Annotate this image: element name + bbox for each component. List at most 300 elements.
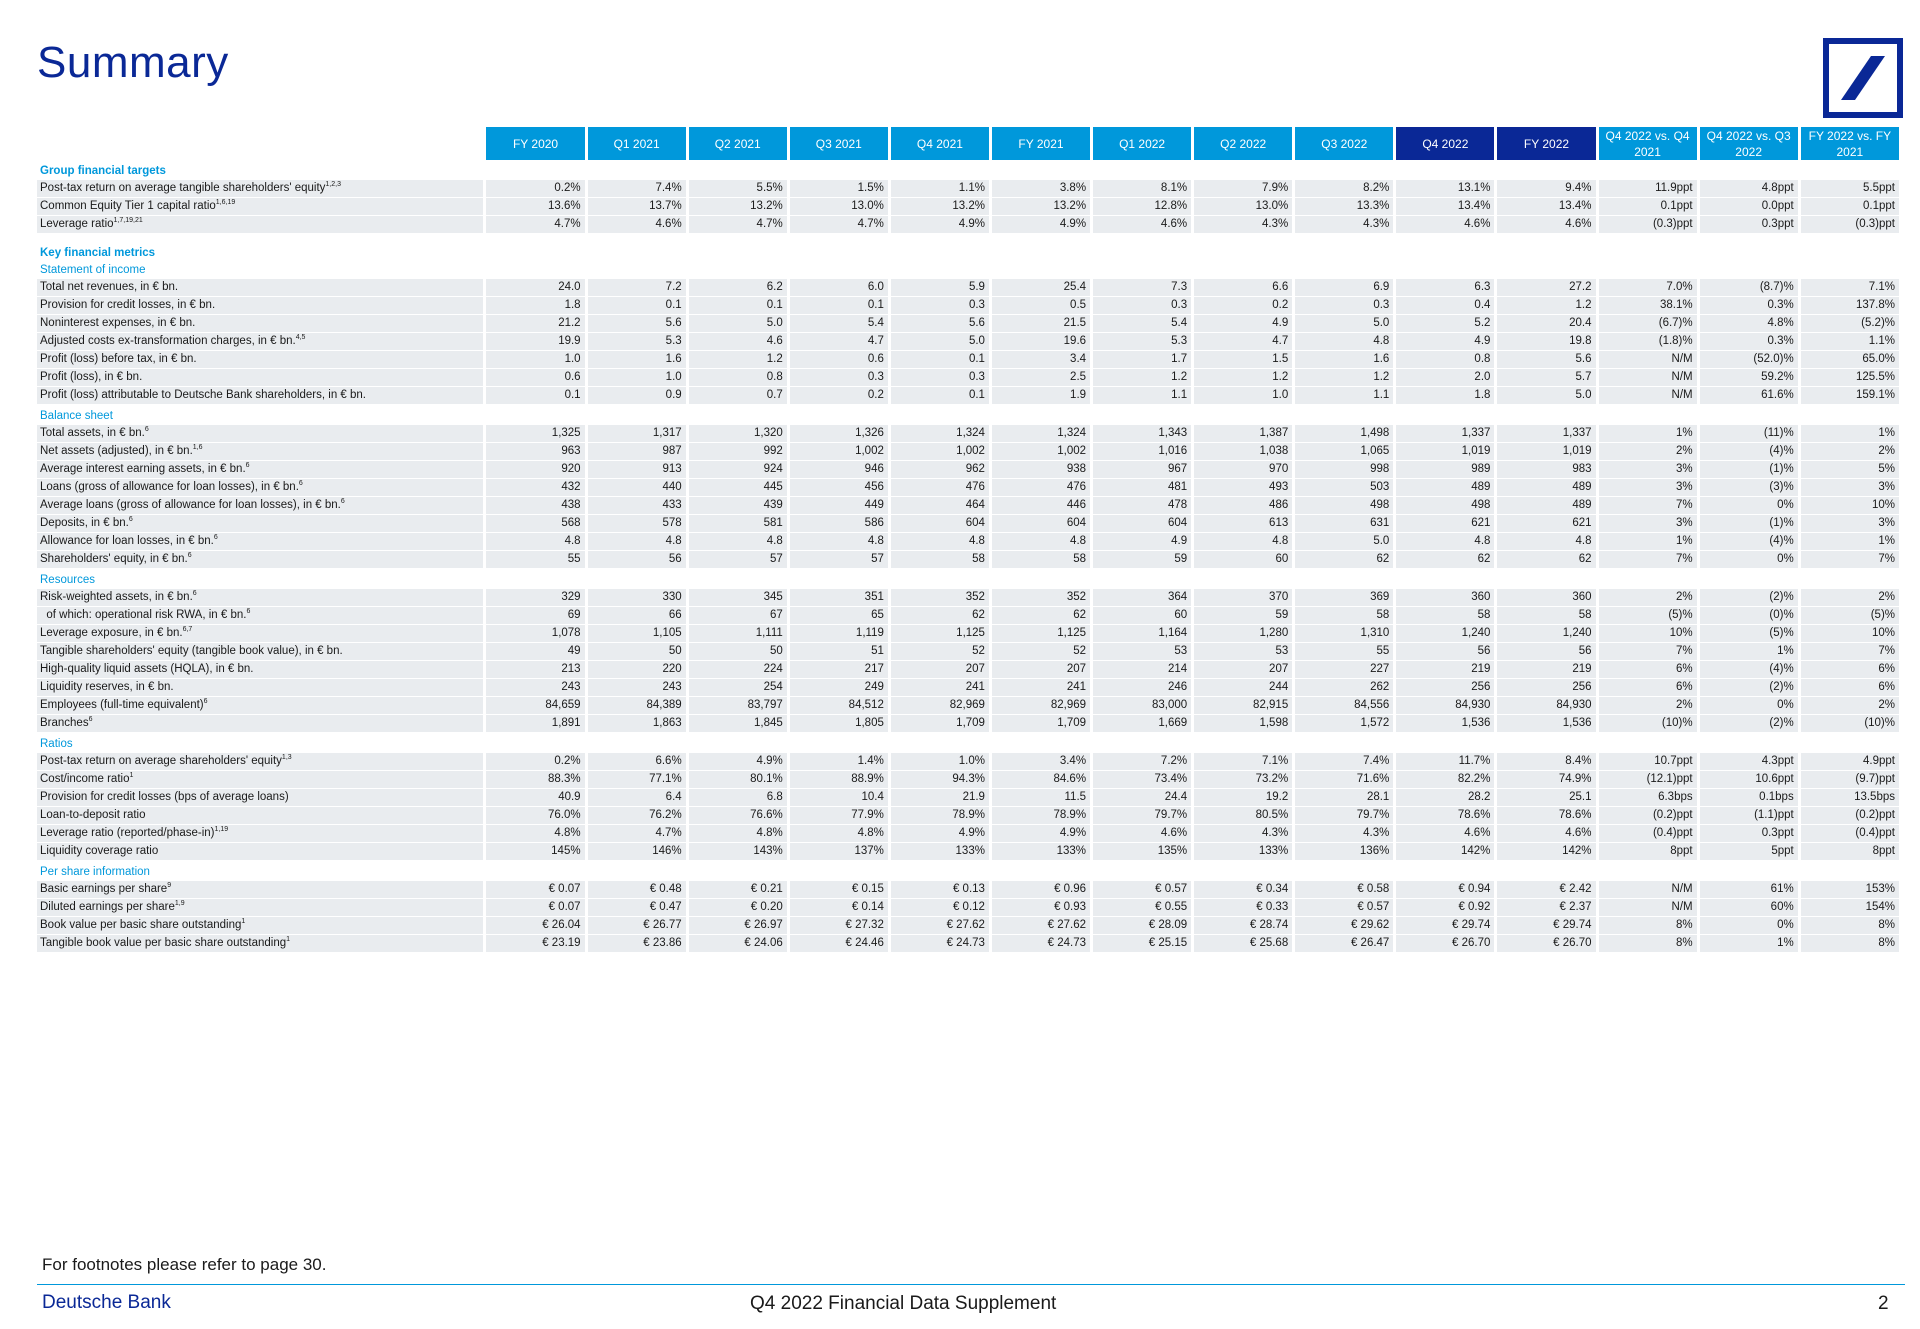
- value-cell: 4.8ppt: [1700, 180, 1798, 198]
- column-header: Q2 2022: [1194, 127, 1292, 160]
- value-cell: 62: [1396, 551, 1494, 569]
- row-label-cell: [37, 625, 483, 643]
- subsection-row: [37, 262, 1899, 279]
- value-cell: 489: [1396, 479, 1494, 497]
- table-row: [37, 461, 1899, 479]
- value-cell: 6%: [1599, 661, 1697, 679]
- value-cell: 0.5: [992, 297, 1090, 315]
- value-cell: 370: [1194, 589, 1292, 607]
- value-cell: 1.5%: [790, 180, 888, 198]
- footnote-reference: 6: [187, 552, 192, 560]
- value-cell: € 25.68: [1194, 935, 1292, 953]
- value-cell: 69: [486, 607, 584, 625]
- value-cell: 256: [1497, 679, 1595, 697]
- value-cell: 13.0%: [1194, 198, 1292, 216]
- value-cell: (0.4)ppt: [1801, 825, 1899, 843]
- value-cell: € 29.74: [1497, 917, 1595, 935]
- value-cell: 4.9ppt: [1801, 753, 1899, 771]
- value-cell: 4.7%: [689, 216, 787, 234]
- value-cell: 449: [790, 497, 888, 515]
- value-cell: 924: [689, 461, 787, 479]
- value-cell: 8%: [1599, 935, 1697, 953]
- value-cell: € 27.62: [992, 917, 1090, 935]
- value-cell: 1%: [1599, 425, 1697, 443]
- table-row: [37, 789, 1899, 807]
- value-cell: 1.1%: [1801, 333, 1899, 351]
- value-cell: 88.3%: [486, 771, 584, 789]
- section-heading: Group financial targets: [40, 165, 166, 177]
- value-cell: € 28.74: [1194, 917, 1292, 935]
- value-cell: 40.9: [486, 789, 584, 807]
- value-cell: (4)%: [1700, 443, 1798, 461]
- value-cell: 4.9%: [992, 216, 1090, 234]
- value-cell: € 0.48: [588, 881, 686, 899]
- column-header: FY 2021: [992, 127, 1090, 160]
- value-cell: 432: [486, 479, 584, 497]
- value-cell: 133%: [992, 843, 1090, 861]
- value-cell: 3%: [1801, 479, 1899, 497]
- value-cell: (0)%: [1700, 607, 1798, 625]
- value-cell: 4.3%: [1194, 216, 1292, 234]
- header-label-cell: [37, 127, 483, 160]
- table-row: [37, 625, 1899, 643]
- value-cell: 94.3%: [891, 771, 989, 789]
- value-cell: 1,805: [790, 715, 888, 733]
- value-cell: 938: [992, 461, 1090, 479]
- value-cell: 4.8: [1295, 333, 1393, 351]
- row-label: of which: operational risk RWA, in € bn.: [40, 609, 247, 621]
- value-cell: 3%: [1801, 515, 1899, 533]
- value-cell: 8.1%: [1093, 180, 1191, 198]
- value-cell: 1.0: [486, 351, 584, 369]
- value-cell: € 28.09: [1093, 917, 1191, 935]
- value-cell: 7.4%: [1295, 753, 1393, 771]
- value-cell: 7%: [1801, 551, 1899, 569]
- value-cell: 84,930: [1497, 697, 1595, 715]
- table-row: [37, 771, 1899, 789]
- footnote-reference: 1,3: [281, 754, 292, 762]
- value-cell: 10.4: [790, 789, 888, 807]
- value-cell: 10%: [1599, 625, 1697, 643]
- row-label: Employees (full-time equivalent): [40, 699, 204, 711]
- value-cell: 143%: [689, 843, 787, 861]
- row-label-cell: [37, 917, 483, 935]
- column-header: Q3 2022: [1295, 127, 1393, 160]
- value-cell: 1.4%: [790, 753, 888, 771]
- row-label: Cost/income ratio: [40, 773, 130, 785]
- value-cell: 56: [1396, 643, 1494, 661]
- row-label-cell: [37, 753, 483, 771]
- value-cell: 62: [1497, 551, 1595, 569]
- value-cell: 360: [1396, 589, 1494, 607]
- value-cell: 4.8: [891, 533, 989, 551]
- value-cell: € 24.73: [992, 935, 1090, 953]
- value-cell: 631: [1295, 515, 1393, 533]
- value-cell: 0.9: [588, 387, 686, 405]
- value-cell: € 0.15: [790, 881, 888, 899]
- value-cell: 498: [1295, 497, 1393, 515]
- value-cell: 137%: [790, 843, 888, 861]
- row-label-cell: [37, 843, 483, 861]
- row-label: Tangible book value per basic share outstanding: [40, 937, 287, 949]
- value-cell: (1.1)ppt: [1700, 807, 1798, 825]
- value-cell: (4)%: [1700, 661, 1798, 679]
- value-cell: 1,002: [790, 443, 888, 461]
- value-cell: 1,536: [1497, 715, 1595, 733]
- value-cell: 1,498: [1295, 425, 1393, 443]
- value-cell: 4.3%: [1295, 825, 1393, 843]
- value-cell: 4.9: [1396, 333, 1494, 351]
- value-cell: (0.3)ppt: [1801, 216, 1899, 234]
- row-label: Basic earnings per share: [40, 883, 168, 895]
- value-cell: 0.7: [689, 387, 787, 405]
- value-cell: 6%: [1599, 679, 1697, 697]
- value-cell: 989: [1396, 461, 1494, 479]
- value-cell: 581: [689, 515, 787, 533]
- footnote-reference: 1,6: [192, 444, 203, 452]
- value-cell: 476: [891, 479, 989, 497]
- value-cell: 5.6: [588, 315, 686, 333]
- value-cell: 489: [1497, 479, 1595, 497]
- value-cell: 0%: [1700, 697, 1798, 715]
- value-cell: 224: [689, 661, 787, 679]
- row-label-cell: [37, 935, 483, 953]
- value-cell: 154%: [1801, 899, 1899, 917]
- table-row: [37, 551, 1899, 569]
- value-cell: € 24.06: [689, 935, 787, 953]
- value-cell: (0.3)ppt: [1599, 216, 1697, 234]
- value-cell: 76.2%: [588, 807, 686, 825]
- value-cell: € 0.47: [588, 899, 686, 917]
- value-cell: 137.8%: [1801, 297, 1899, 315]
- value-cell: 11.5: [992, 789, 1090, 807]
- value-cell: 207: [992, 661, 1090, 679]
- value-cell: 1.0: [588, 369, 686, 387]
- value-cell: 1,891: [486, 715, 584, 733]
- value-cell: 84.6%: [992, 771, 1090, 789]
- row-label-cell: [37, 297, 483, 315]
- footnote-text: For footnotes please refer to page 30.: [42, 1255, 327, 1274]
- row-label: Liquidity reserves, in € bn.: [40, 681, 174, 693]
- value-cell: 604: [1093, 515, 1191, 533]
- value-cell: 1,387: [1194, 425, 1292, 443]
- value-cell: (0.4)ppt: [1599, 825, 1697, 843]
- value-cell: 135%: [1093, 843, 1191, 861]
- value-cell: (10)%: [1599, 715, 1697, 733]
- value-cell: 1,709: [992, 715, 1090, 733]
- summary-table-container: [37, 127, 1905, 953]
- value-cell: 1.6: [1295, 351, 1393, 369]
- value-cell: 963: [486, 443, 584, 461]
- value-cell: € 0.94: [1396, 881, 1494, 899]
- column-header: FY 2022: [1497, 127, 1595, 160]
- value-cell: 4.6%: [1093, 825, 1191, 843]
- value-cell: 249: [790, 679, 888, 697]
- value-cell: 613: [1194, 515, 1292, 533]
- row-label-cell: [37, 333, 483, 351]
- value-cell: 3%: [1599, 515, 1697, 533]
- row-label-cell: [37, 387, 483, 405]
- column-header: Q1 2021: [588, 127, 686, 160]
- value-cell: 1,111: [689, 625, 787, 643]
- value-cell: 59.2%: [1700, 369, 1798, 387]
- value-cell: 55: [486, 551, 584, 569]
- value-cell: 5.0: [689, 315, 787, 333]
- value-cell: 8.2%: [1295, 180, 1393, 198]
- value-cell: 351: [790, 589, 888, 607]
- value-cell: 27.2: [1497, 279, 1595, 297]
- value-cell: 244: [1194, 679, 1292, 697]
- deutsche-bank-logo-icon: [1823, 38, 1903, 118]
- value-cell: 352: [992, 589, 1090, 607]
- row-label: Post-tax return on average shareholders' equity: [40, 755, 282, 767]
- value-cell: 1.2: [1295, 369, 1393, 387]
- value-cell: 7.2: [588, 279, 686, 297]
- value-cell: 8%: [1801, 917, 1899, 935]
- column-header: Q4 2022 vs. Q3 2022: [1700, 127, 1798, 160]
- value-cell: 8%: [1801, 935, 1899, 953]
- value-cell: 0.3%: [1700, 297, 1798, 315]
- table-header-row: [37, 127, 1899, 160]
- value-cell: 10.6ppt: [1700, 771, 1798, 789]
- row-label-cell: [37, 315, 483, 333]
- table-row: [37, 697, 1899, 715]
- value-cell: 0.2: [790, 387, 888, 405]
- value-cell: € 27.32: [790, 917, 888, 935]
- row-label-cell: [37, 279, 483, 297]
- value-cell: € 29.74: [1396, 917, 1494, 935]
- row-label: Tangible shareholders' equity (tangible book value), in € bn.: [40, 645, 343, 657]
- value-cell: 1.2: [1497, 297, 1595, 315]
- value-cell: 0.3: [1093, 297, 1191, 315]
- value-cell: (11)%: [1700, 425, 1798, 443]
- value-cell: 4.9%: [689, 753, 787, 771]
- value-cell: 83,000: [1093, 697, 1191, 715]
- value-cell: 50: [689, 643, 787, 661]
- value-cell: 79.7%: [1295, 807, 1393, 825]
- value-cell: 133%: [891, 843, 989, 861]
- value-cell: 8.4%: [1497, 753, 1595, 771]
- value-cell: 5.7: [1497, 369, 1595, 387]
- value-cell: 4.7%: [790, 216, 888, 234]
- value-cell: 1,105: [588, 625, 686, 643]
- value-cell: 7.1%: [1801, 279, 1899, 297]
- value-cell: 1,863: [588, 715, 686, 733]
- value-cell: 4.8: [689, 533, 787, 551]
- footnote-reference: 1,7,19,21: [113, 217, 143, 225]
- value-cell: 3%: [1599, 479, 1697, 497]
- value-cell: 962: [891, 461, 989, 479]
- row-label: Loans (gross of allowance for loan losses), in € bn.: [40, 481, 299, 493]
- subsection-heading: Ratios: [40, 738, 73, 750]
- value-cell: 55: [1295, 643, 1393, 661]
- value-cell: 11.9ppt: [1599, 180, 1697, 198]
- row-label: Loan-to-deposit ratio: [40, 809, 146, 821]
- value-cell: 53: [1194, 643, 1292, 661]
- value-cell: 621: [1396, 515, 1494, 533]
- value-cell: (12.1)ppt: [1599, 771, 1697, 789]
- row-label: Common Equity Tier 1 capital ratio: [40, 200, 216, 212]
- value-cell: 4.8: [588, 533, 686, 551]
- value-cell: 5.0: [891, 333, 989, 351]
- value-cell: 5.3: [1093, 333, 1191, 351]
- table-row: [37, 315, 1899, 333]
- value-cell: 5.4: [1093, 315, 1191, 333]
- value-cell: 1,065: [1295, 443, 1393, 461]
- table-row: [37, 425, 1899, 443]
- value-cell: 65.0%: [1801, 351, 1899, 369]
- value-cell: (5)%: [1599, 607, 1697, 625]
- value-cell: 1.9: [992, 387, 1090, 405]
- value-cell: 5ppt: [1700, 843, 1798, 861]
- value-cell: 2%: [1801, 697, 1899, 715]
- value-cell: 220: [588, 661, 686, 679]
- value-cell: (2)%: [1700, 679, 1798, 697]
- value-cell: 0.1ppt: [1801, 198, 1899, 216]
- column-header: FY 2022 vs. FY 2021: [1801, 127, 1899, 160]
- value-cell: 246: [1093, 679, 1191, 697]
- row-label: Leverage exposure, in € bn.: [40, 627, 183, 639]
- row-label-cell: [37, 771, 483, 789]
- value-cell: 62: [891, 607, 989, 625]
- value-cell: 1,343: [1093, 425, 1191, 443]
- value-cell: (1)%: [1700, 461, 1798, 479]
- value-cell: € 26.97: [689, 917, 787, 935]
- value-cell: 58: [1295, 607, 1393, 625]
- table-row: [37, 753, 1899, 771]
- value-cell: 254: [689, 679, 787, 697]
- table-row: [37, 216, 1899, 234]
- value-cell: 11.7%: [1396, 753, 1494, 771]
- value-cell: € 0.34: [1194, 881, 1292, 899]
- value-cell: 10%: [1801, 625, 1899, 643]
- footnote-reference: 1,19: [214, 826, 229, 834]
- value-cell: (0.2)ppt: [1801, 807, 1899, 825]
- value-cell: 241: [992, 679, 1090, 697]
- value-cell: 6.2: [689, 279, 787, 297]
- table-row: [37, 589, 1899, 607]
- value-cell: 0.2: [1194, 297, 1292, 315]
- row-label: Adjusted costs ex-transformation charges, in € bn.: [40, 335, 296, 347]
- value-cell: 13.7%: [588, 198, 686, 216]
- value-cell: 6.3bps: [1599, 789, 1697, 807]
- value-cell: 5.5ppt: [1801, 180, 1899, 198]
- footnote-reference: 1,6,19: [215, 199, 236, 207]
- value-cell: 12.8%: [1093, 198, 1191, 216]
- value-cell: 84,930: [1396, 697, 1494, 715]
- row-label: Profit (loss), in € bn.: [40, 371, 143, 383]
- row-label-cell: [37, 789, 483, 807]
- value-cell: 5.6: [891, 315, 989, 333]
- footnote-reference: 6: [128, 516, 133, 524]
- value-cell: (6.7)%: [1599, 315, 1697, 333]
- value-cell: 13.1%: [1396, 180, 1494, 198]
- value-cell: 1,078: [486, 625, 584, 643]
- value-cell: 992: [689, 443, 787, 461]
- value-cell: 145%: [486, 843, 584, 861]
- value-cell: 13.3%: [1295, 198, 1393, 216]
- value-cell: 0.6: [790, 351, 888, 369]
- value-cell: (1)%: [1700, 515, 1798, 533]
- row-label-cell: [37, 661, 483, 679]
- value-cell: 1,125: [891, 625, 989, 643]
- value-cell: 25.4: [992, 279, 1090, 297]
- table-body: [37, 160, 1899, 953]
- value-cell: 0.3%: [1700, 333, 1798, 351]
- value-cell: 1,669: [1093, 715, 1191, 733]
- row-label-cell: [37, 881, 483, 899]
- row-label: Branches: [40, 717, 89, 729]
- value-cell: 8%: [1599, 917, 1697, 935]
- footer-divider: [37, 1284, 1905, 1285]
- value-cell: 66: [588, 607, 686, 625]
- value-cell: 59: [1093, 551, 1191, 569]
- value-cell: 1,125: [992, 625, 1090, 643]
- subsection-row: [37, 733, 1899, 753]
- value-cell: 2.5: [992, 369, 1090, 387]
- value-cell: 464: [891, 497, 989, 515]
- value-cell: 1,310: [1295, 625, 1393, 643]
- value-cell: 7%: [1599, 643, 1697, 661]
- value-cell: N/M: [1599, 369, 1697, 387]
- row-label: Leverage ratio (reported/phase-in): [40, 827, 215, 839]
- value-cell: 214: [1093, 661, 1191, 679]
- row-label: Deposits, in € bn.: [40, 517, 129, 529]
- value-cell: 1.8: [486, 297, 584, 315]
- row-label: Total assets, in € bn.: [40, 427, 145, 439]
- value-cell: 60: [1093, 607, 1191, 625]
- row-label-cell: [37, 715, 483, 733]
- value-cell: 1.2: [1194, 369, 1292, 387]
- value-cell: 61.6%: [1700, 387, 1798, 405]
- row-label-cell: [37, 643, 483, 661]
- value-cell: 445: [689, 479, 787, 497]
- value-cell: 1,325: [486, 425, 584, 443]
- table-row: [37, 369, 1899, 387]
- value-cell: (8.7)%: [1700, 279, 1798, 297]
- table-row: [37, 533, 1899, 551]
- value-cell: 8ppt: [1801, 843, 1899, 861]
- value-cell: 80.1%: [689, 771, 787, 789]
- value-cell: 0.2%: [486, 753, 584, 771]
- value-cell: 136%: [1295, 843, 1393, 861]
- subsection-row: [37, 861, 1899, 881]
- table-row: [37, 643, 1899, 661]
- value-cell: 4.8: [486, 533, 584, 551]
- value-cell: 57: [689, 551, 787, 569]
- value-cell: 1,019: [1497, 443, 1595, 461]
- spacer-row: [37, 234, 1899, 242]
- value-cell: 4.9%: [891, 216, 989, 234]
- subsection-row: [37, 569, 1899, 589]
- value-cell: 578: [588, 515, 686, 533]
- value-cell: 4.8: [1497, 533, 1595, 551]
- value-cell: 24.4: [1093, 789, 1191, 807]
- value-cell: 478: [1093, 497, 1191, 515]
- value-cell: 1,324: [891, 425, 989, 443]
- value-cell: 243: [486, 679, 584, 697]
- subsection-row: [37, 405, 1899, 425]
- row-label-cell: [37, 551, 483, 569]
- value-cell: 84,556: [1295, 697, 1393, 715]
- footnote-reference: 1: [286, 936, 291, 944]
- value-cell: 65: [790, 607, 888, 625]
- value-cell: € 26.47: [1295, 935, 1393, 953]
- value-cell: 1,709: [891, 715, 989, 733]
- value-cell: 4.3%: [1295, 216, 1393, 234]
- brand-name: Deutsche Bank: [42, 1292, 171, 1313]
- value-cell: € 0.20: [689, 899, 787, 917]
